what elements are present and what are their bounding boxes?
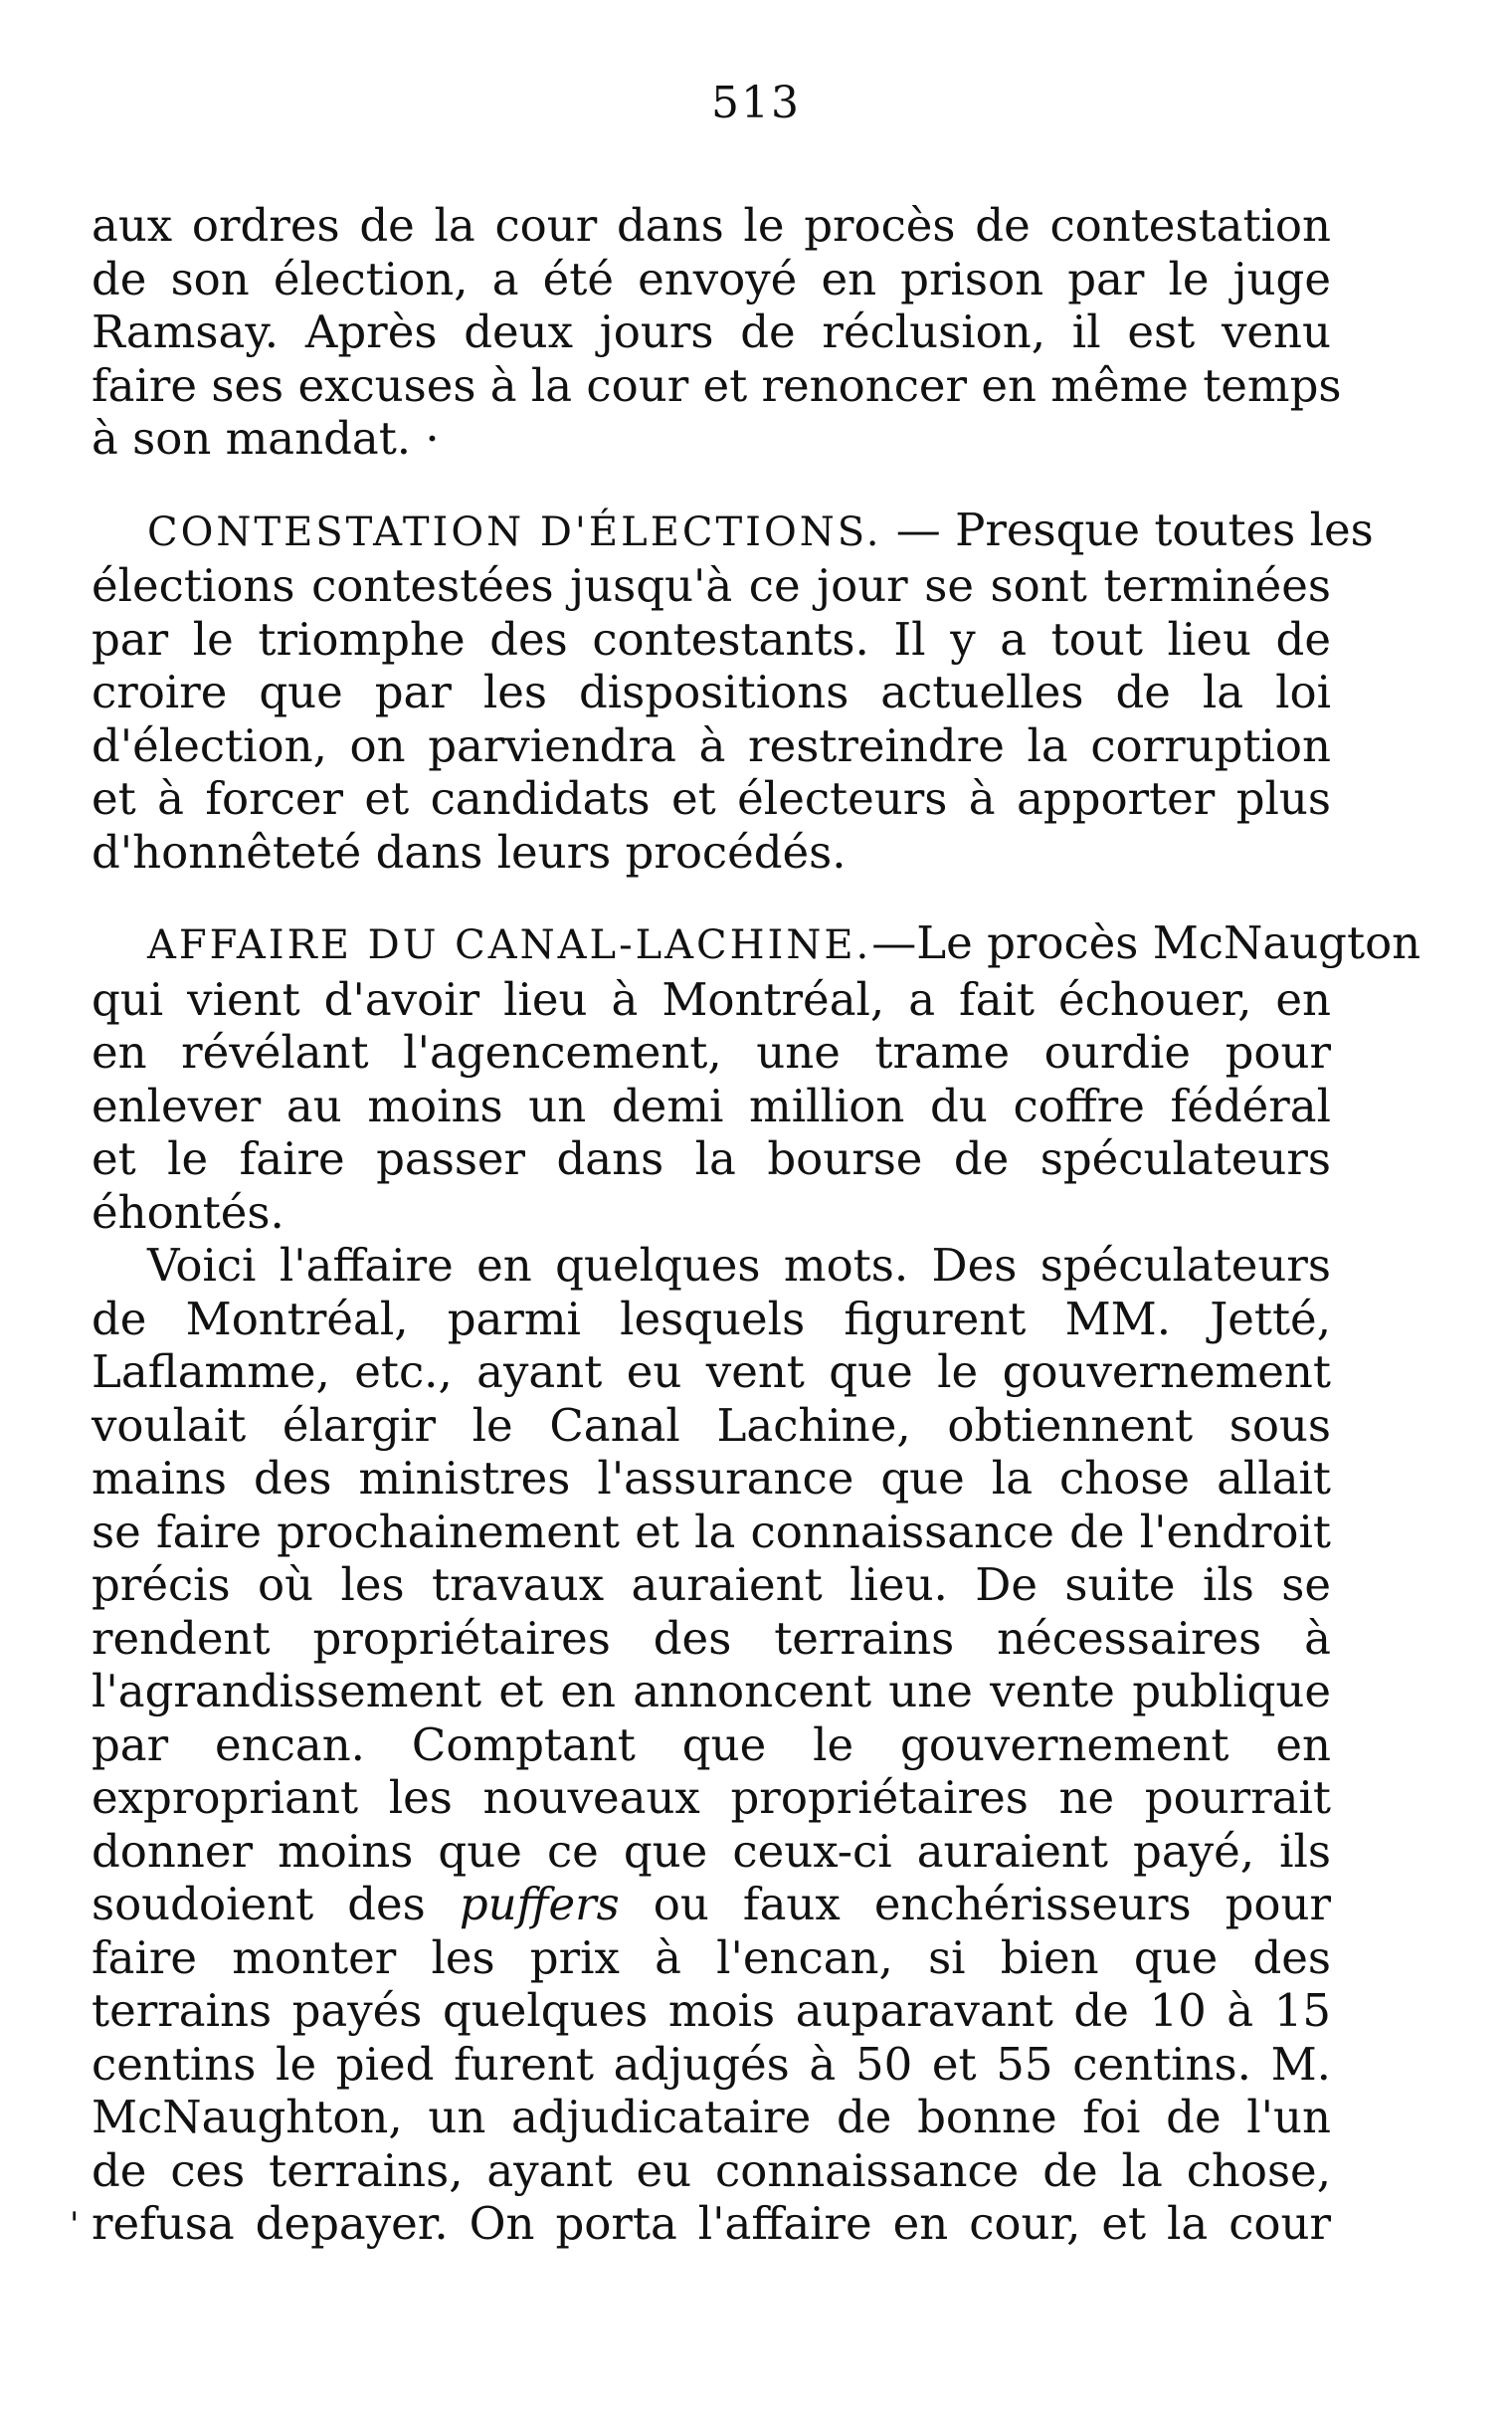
text-line: Voici l'affaire en quelques mots. Des spéculateurs — [147, 1239, 1331, 1292]
text-line: refusa depayer. On porta l'affaire en cour, et la cour — [92, 2197, 1331, 2250]
text-line: et le faire passer dans la bourse de spéculateurs — [92, 1132, 1331, 1185]
text-line: centins le pied furent adjugés à 50 et 55 centins. M. — [92, 2037, 1331, 2091]
text-line: donner moins que ce que ceux-ci auraient payé, ils — [92, 1824, 1331, 1878]
text-line: croire que par les dispositions actuelles de la loi — [92, 666, 1331, 718]
text-fragment: —Le procès McNaugton — [871, 916, 1421, 969]
text-line: expropriant les nouveaux propriétaires ne pourrait — [92, 1771, 1331, 1824]
text-line: par encan. Comptant que le gouvernement en — [92, 1717, 1331, 1771]
text-line: faire monter les prix à l'encan, si bien que des — [92, 1930, 1331, 1984]
text-line: d'honnêteté dans leurs procédés. — [92, 825, 847, 879]
text-line: en révélant l'agencement, une trame ourdie pour — [92, 1026, 1331, 1079]
section-first-line — [92, 503, 1374, 560]
text-line: qui vient d'avoir lieu à Montréal, a fait échouer, en — [92, 972, 1331, 1026]
text-line: faire ses excuses à la cour et renoncer en même temps — [92, 358, 1342, 412]
text-fragment: — Presque toutes les — [881, 503, 1374, 556]
text-line: l'agrandissement et en annoncent une vente publique — [92, 1665, 1331, 1717]
text-line: par le triomphe des contestants. Il y a tout lieu de — [92, 612, 1331, 666]
page-number: 513 — [711, 78, 801, 128]
text-line: de ces terrains, ayant eu connaissance de la chose, — [92, 2143, 1331, 2197]
paragraph-gap — [92, 466, 1331, 503]
text-line: élections contestées jusqu'à ce jour se sont terminées — [92, 559, 1331, 612]
body-text — [92, 199, 1421, 2251]
text-line: rendent propriétaires des terrains nécessaires à — [92, 1611, 1331, 1665]
text-line: terrains payés quelques mois auparavant de 10 à 15 — [92, 1984, 1331, 2037]
text-line: et à forcer et candidats et électeurs à apporter plus — [92, 772, 1331, 825]
text-line: enlever au moins un demi million du coffre fédéral — [92, 1079, 1331, 1132]
text-line: à son mandat. · — [92, 412, 440, 465]
text-line: éhontés. — [92, 1185, 284, 1239]
text-line: d'élection, on parviendra à restreindre la corruption — [92, 718, 1331, 772]
section-heading-canal-lachine: AFFAIRE DU CANAL-LACHINE. — [147, 922, 872, 968]
section-heading-contestation: CONTESTATION D'ÉLECTIONS. — [147, 508, 882, 555]
italic-word: puffers — [459, 1878, 620, 1930]
text-fragment: soudoient des — [92, 1878, 460, 1930]
text-line: se faire prochainement et la connaissance de l'endroit — [92, 1505, 1331, 1558]
text-line: Laflamme, etc., ayant eu vent que le gouvernement — [92, 1345, 1331, 1398]
text-line — [92, 1878, 1331, 1931]
text-line: de son élection, a été envoyé en prison par le juge — [92, 252, 1331, 305]
margin-mark: ' — [70, 2205, 80, 2245]
text-line: précis où les travaux auraient lieu. De suite ils se — [92, 1558, 1331, 1611]
text-line: voulait élargir le Canal Lachine, obtiennent sous — [92, 1398, 1331, 1452]
text-line: Ramsay. Après deux jours de réclusion, il est venu — [92, 305, 1331, 358]
text-line: aux ordres de la cour dans le procès de contestation — [92, 199, 1331, 252]
text-fragment: ou faux enchérisseurs pour — [619, 1878, 1332, 1930]
paragraph-gap — [92, 879, 1331, 916]
text-line: McNaughton, un adjudicataire de bonne foi de l'un — [92, 2091, 1331, 2143]
section-first-line — [92, 916, 1421, 973]
text-line: de Montréal, parmi lesquels figurent MM. Jetté, — [92, 1292, 1331, 1345]
text-line: mains des ministres l'assurance que la chose allait — [92, 1452, 1331, 1505]
